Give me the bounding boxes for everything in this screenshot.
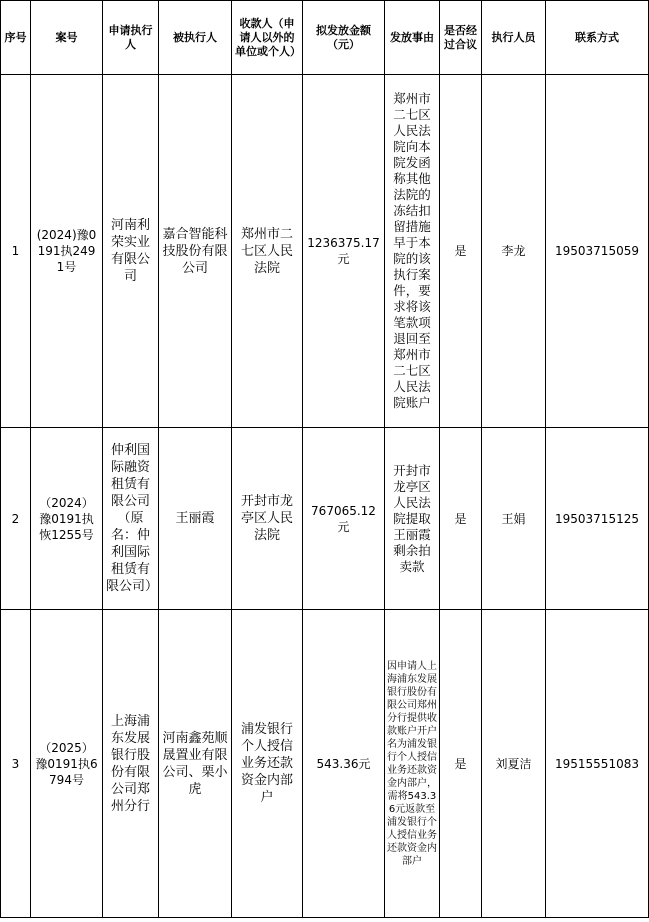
cell-officer: 王娟 [482,428,546,610]
header-applicant: 申请执行人 [103,1,159,75]
cell-seq: 3 [1,610,31,918]
cell-seq: 1 [1,75,31,428]
header-contact: 联系方式 [546,1,649,75]
cell-amount: 767065.12元 [303,428,385,610]
cell-meeting: 是 [440,610,482,918]
header-reason: 发放事由 [385,1,440,75]
cell-applicant: 上海浦东发展银行股份有限公司郑州分行 [103,610,159,918]
table-row [1,428,649,610]
cell-amount: 543.36元 [303,610,385,918]
cell-reason: 因申请人上海浦东发展银行股份有限公司郑州分行提供收款账户开户名为浦发银行个人授信业务还款资金内部户，需将543.36元返款至浦发银行个人授信业务还款资金内部户 [385,610,440,918]
header-meeting: 是否经过合议 [440,1,482,75]
cell-contact: 19515551083 [546,610,649,918]
header-respondent: 被执行人 [159,1,232,75]
cell-respondent: 王丽霞 [159,428,232,610]
header-amount: 拟发放金额（元） [303,1,385,75]
cell-applicant: 仲利国际融资租赁有限公司（原名：仲利国际租赁有限公司） [103,428,159,610]
header-officer: 执行人员 [482,1,546,75]
cell-meeting: 是 [440,428,482,610]
cell-payee: 开封市龙亭区人民法院 [232,428,303,610]
header-row [1,1,649,75]
header-case-no: 案号 [31,1,103,75]
cell-respondent: 嘉合智能科技股份有限公司 [159,75,232,428]
table-row [1,610,649,918]
cell-respondent: 河南鑫苑顺晟置业有限公司、栗小虎 [159,610,232,918]
cell-payee: 郑州市二七区人民法院 [232,75,303,428]
cell-payee: 浦发银行个人授信业务还款资金内部户 [232,610,303,918]
cell-case-no: (2024)豫0191执2491号 [31,75,103,428]
cell-case-no: （2024）豫0191执恢1255号 [31,428,103,610]
header-payee: 收款人（申请人以外的单位或个人） [232,1,303,75]
cell-reason: 开封市龙亭区人民法院提取王丽霞剩余拍卖款 [385,428,440,610]
cell-amount: 1236375.17元 [303,75,385,428]
cell-contact: 19503715059 [546,75,649,428]
cell-reason: 郑州市二七区人民法院向本院发函称其他法院的冻结扣留措施早于本院的该执行案件，要求将该笔款项退回至郑州市二七区人民法院账户 [385,75,440,428]
table-row [1,75,649,428]
cell-officer: 李龙 [482,75,546,428]
header-seq: 序号 [1,1,31,75]
cell-applicant: 河南利荣实业有限公司 [103,75,159,428]
cell-case-no: （2025）豫0191执6794号 [31,610,103,918]
cell-seq: 2 [1,428,31,610]
cell-meeting: 是 [440,75,482,428]
cell-officer: 刘夏洁 [482,610,546,918]
cell-contact: 19503715125 [546,428,649,610]
